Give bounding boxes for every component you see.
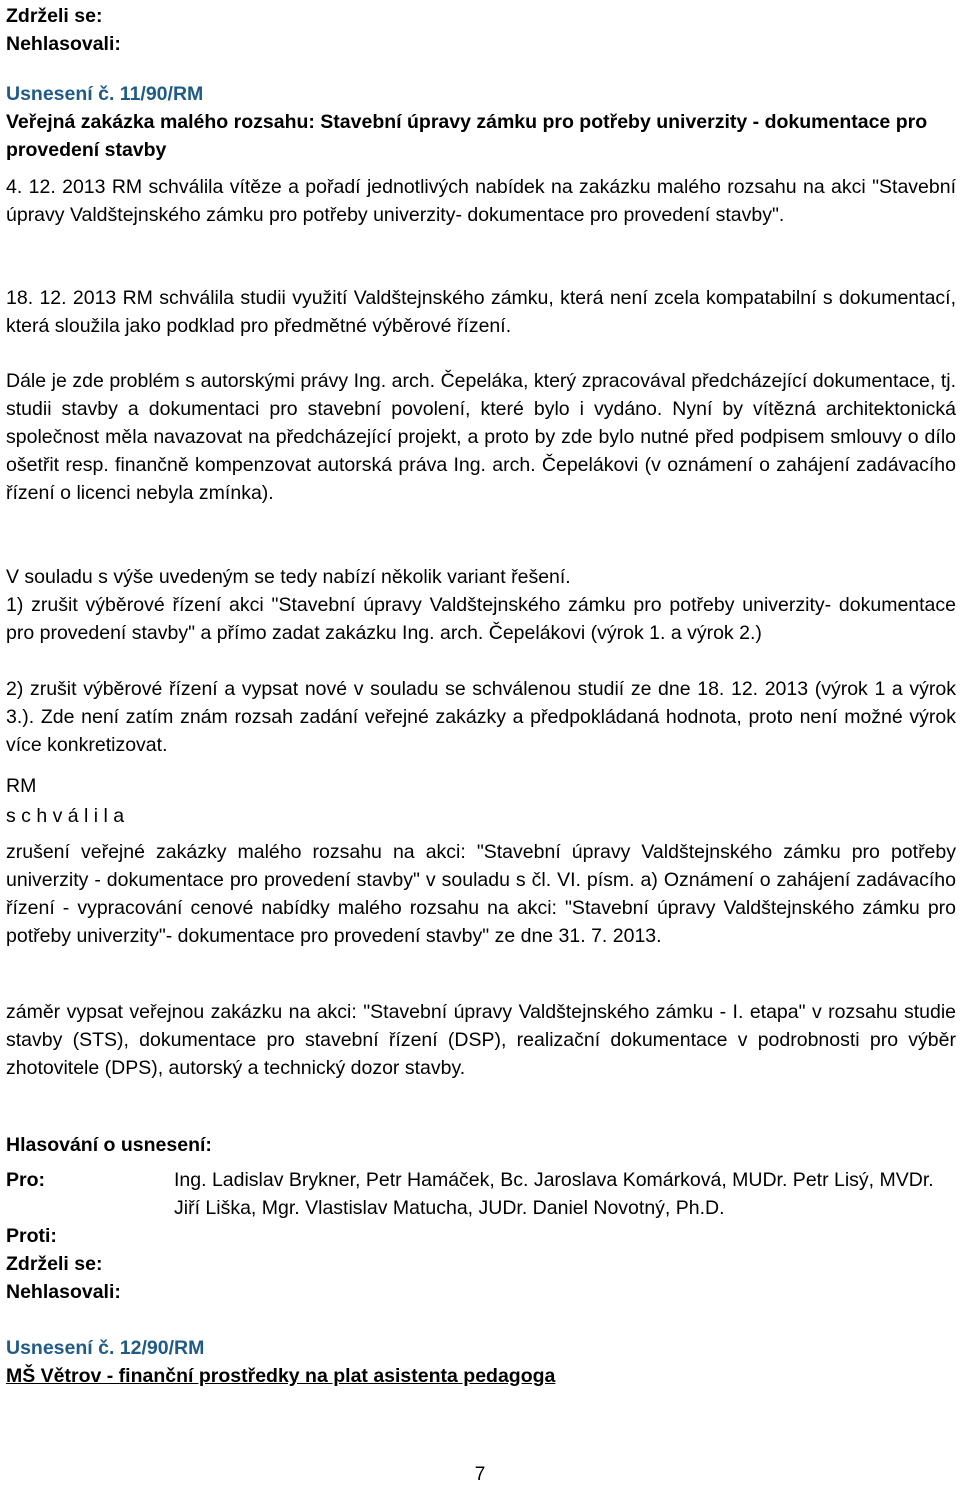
resolution-12-number: Usnesení č. 12/90/RM [6, 1337, 205, 1359]
resolution-11-para-3: Dále je zde problém s autorskými právy Ing. arch. Čepeláka, který zpracovával předcházející dokumentace, tj. studii stavby a dokumentaci pro stavební povolení, které bylo i vydáno. Nyní by vítězná architektonická společnost měla navazovat na předcházející projekt, a proto by zde bylo nutné před podpisem smlouvy o dílo ošetřit resp. finančně kompenzovat autorská práva Ing. arch. Čepelákovi (v oznámení o zahájení zadávacího řízení o licenci nebyla zmínka). [6, 370, 956, 504]
vote-nehlasovali-label: Nehlasovali: [6, 1281, 121, 1303]
top-nehlasovali-label: Nehlasovali: [6, 33, 121, 55]
vote-pro-value: Ing. Ladislav Brykner, Petr Hamáček, Bc. Jaroslava Komárková, MUDr. Petr Lisý, MVDr. Jiří Liška, Mgr. Vlastislav Matucha, JUDr. Daniel Novotný, Ph.D. [174, 1169, 934, 1219]
resolution-11-number: Usnesení č. 11/90/RM [6, 83, 204, 105]
resolution-11-para-1: 4. 12. 2013 RM schválila vítěze a pořadí jednotlivých nabídek na zakázku malého rozsahu na akci "Stavební úpravy Valdštejnského zámku pro potřeby univerzity- dokumentace pro provedení stavby". [6, 176, 956, 226]
resolution-11-variant-1: 1) zrušit výběrové řízení akci "Stavební úpravy Valdštejnského zámku pro potřeby univerzity- dokumentace pro provedení stavby" a přímo zadat zakázku Ing. arch. Čepelákovi (výrok 1. a výrok 2.) [6, 594, 956, 644]
top-zdrzeli-label: Zdrželi se: [6, 5, 103, 27]
vote-pro-label: Pro: [6, 1169, 45, 1191]
resolution-11-decision-2: záměr vypsat veřejnou zakázku na akci: "Stavební úpravy Valdštejnského zámku - I. etapa" v rozsahu studie stavby (STS), dokumentace pro stavební řízení (DSP), realizační dokumentace v podrobnosti pro výběr zhotovitele (DPS), autorský a technický dozor stavby. [6, 1001, 956, 1079]
resolution-11-title: Veřejná zakázka malého rozsahu: Stavební úpravy zámku pro potřeby univerzity - dokumentace pro provedení stavby [6, 111, 928, 161]
vote-zdrzeli-label: Zdrželi se: [6, 1253, 103, 1275]
resolution-11-rm: RM [6, 775, 37, 797]
resolution-12-title-text: MŠ Větrov - finanční prostředky na plat asistenta pedagoga [6, 1365, 556, 1387]
resolution-11-para-2: 18. 12. 2013 RM schválila studii využití Valdštejnského zámku, která není zcela kompatabilní s dokumentací, která sloužila jako podklad pro předmětné výběrové řízení. [6, 287, 956, 337]
resolution-11-variants-intro: V souladu s výše uvedeným se tedy nabízí několik variant řešení. [6, 566, 571, 588]
resolution-11-variant-2: 2) zrušit výběrové řízení a vypsat nové v souladu se schválenou studií ze dne 18. 12. 2013 (výrok 1 a výrok 3.). Zde není zatím znám rozsah zadání veřejné zakázky a předpokládaná hodnota, proto není možné výrok více konkretizovat. [6, 678, 956, 756]
resolution-11-schvalila: s c h v á l i l a [6, 805, 125, 827]
vote-row-pro [6, 1166, 956, 1222]
page-number: 7 [474, 1464, 486, 1485]
resolution-12-title [6, 1362, 956, 1390]
resolution-11-decision-1: zrušení veřejné zakázky malého rozsahu na akci: "Stavební úpravy Valdštejnského zámku pro potřeby univerzity - dokumentace pro provedení stavby" v souladu s čl. VI. písm. a) Oznámení o zahájení zadávacího řízení - vypracování cenové nabídky malého rozsahu na akci: "Stavební úpravy Valdštejnského zámku pro potřeby univerzity"- dokumentace pro provedení stavby" ze dne 31. 7. 2013. [6, 841, 956, 947]
vote-proti-label: Proti: [6, 1225, 57, 1247]
voting-heading: Hlasování o usnesení: [6, 1134, 212, 1156]
